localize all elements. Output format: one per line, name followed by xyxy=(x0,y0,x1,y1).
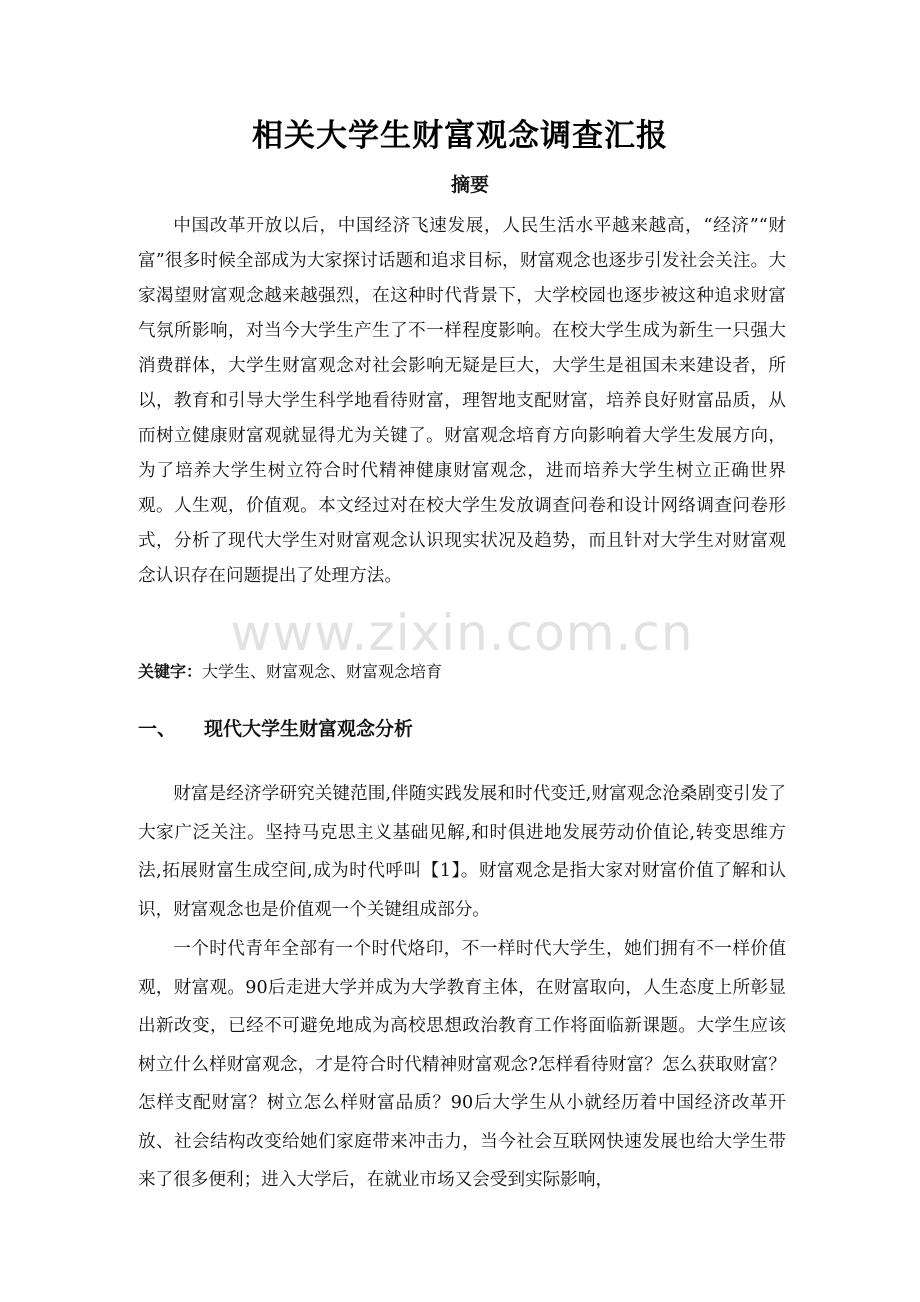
keywords-text: 大学生、财富观念、财富观念培育 xyxy=(202,662,443,681)
section-number: 一、 xyxy=(138,718,177,740)
body-paragraph: 一个时代青年全部有一个时代烙印，不一样时代大学生，她们拥有不一样价值观，财富观。90后走进大学并成为大学教育主体，在财富取向，人生态度上所彰显出新改变，已经不可避免地成为高校思想政治教育工作将面临新课题。大学生应该树立什么样财富观念，才是符合时代精神财富观念?怎样看待财富？怎么获取财富？怎样支配财富？树立怎么样财富品质？90后大学生从小就经历着中国经济改革开放、社会结构改变给她们家庭带来冲击力，当今社会互联网快速发展也给大学生带来了很多便利；进入大学后，在就业市场又会受到实际影响， xyxy=(138,939,786,1190)
abstract-heading: 摘要 xyxy=(450,174,489,196)
document-title: 相关大学生财富观念调查汇报 xyxy=(252,118,668,154)
section-heading xyxy=(138,712,786,746)
watermark-logo: www.zixin.com.cn xyxy=(230,604,694,662)
keywords-line xyxy=(138,657,786,687)
abstract-paragraph: 中国改革开放以后，中国经济飞速发展，人民生活水平越来越高，“经济”“财富”很多时候全部成为大家探讨话题和追求目标，财富观念也逐步引发社会关注。大家渴望财富观念越来越强烈，在这种时代背景下，大学校园也逐步被这种追求财富气氛所影响，对当今大学生产生了不一样程度影响。在校大学生成为新生一只强大消费群体，大学生财富观念对社会影响无疑是巨大，大学生是祖国未来建设者，所以，教育和引导大学生科学地看待财富，理智地支配财富，培养良好财富品质，从而树立健康财富观就显得尤为关键了。财富观念培育方向影响着大学生发展方向，为了培养大学生树立符合时代精神健康财富观念，进而培养大学生树立正确世界观。人生观，价值观。本文经过对在校大学生发放调查问卷和设计网络调查问卷形式，分析了现代大学生对财富观念认识现实状况及趋势，而且针对大学生对财富观念认识存在问题提出了处理方法。 xyxy=(138,216,786,586)
section-title: 现代大学生财富观念分析 xyxy=(204,718,414,740)
body-paragraph: 财富是经济学研究关键范围,伴随实践发展和时代变迁,财富观念沧桑剧变引发了大家广泛关注。坚持马克思主义基础见解,和时俱进地发展劳动价值论,转变思维方法,拓展财富生成空间,成为时代呼叫【1】。财富观念是指大家对财富价值了解和认识，财富观念也是价值观一个关键组成部分。 xyxy=(138,784,786,920)
keywords-label: 关键字： xyxy=(138,662,203,681)
